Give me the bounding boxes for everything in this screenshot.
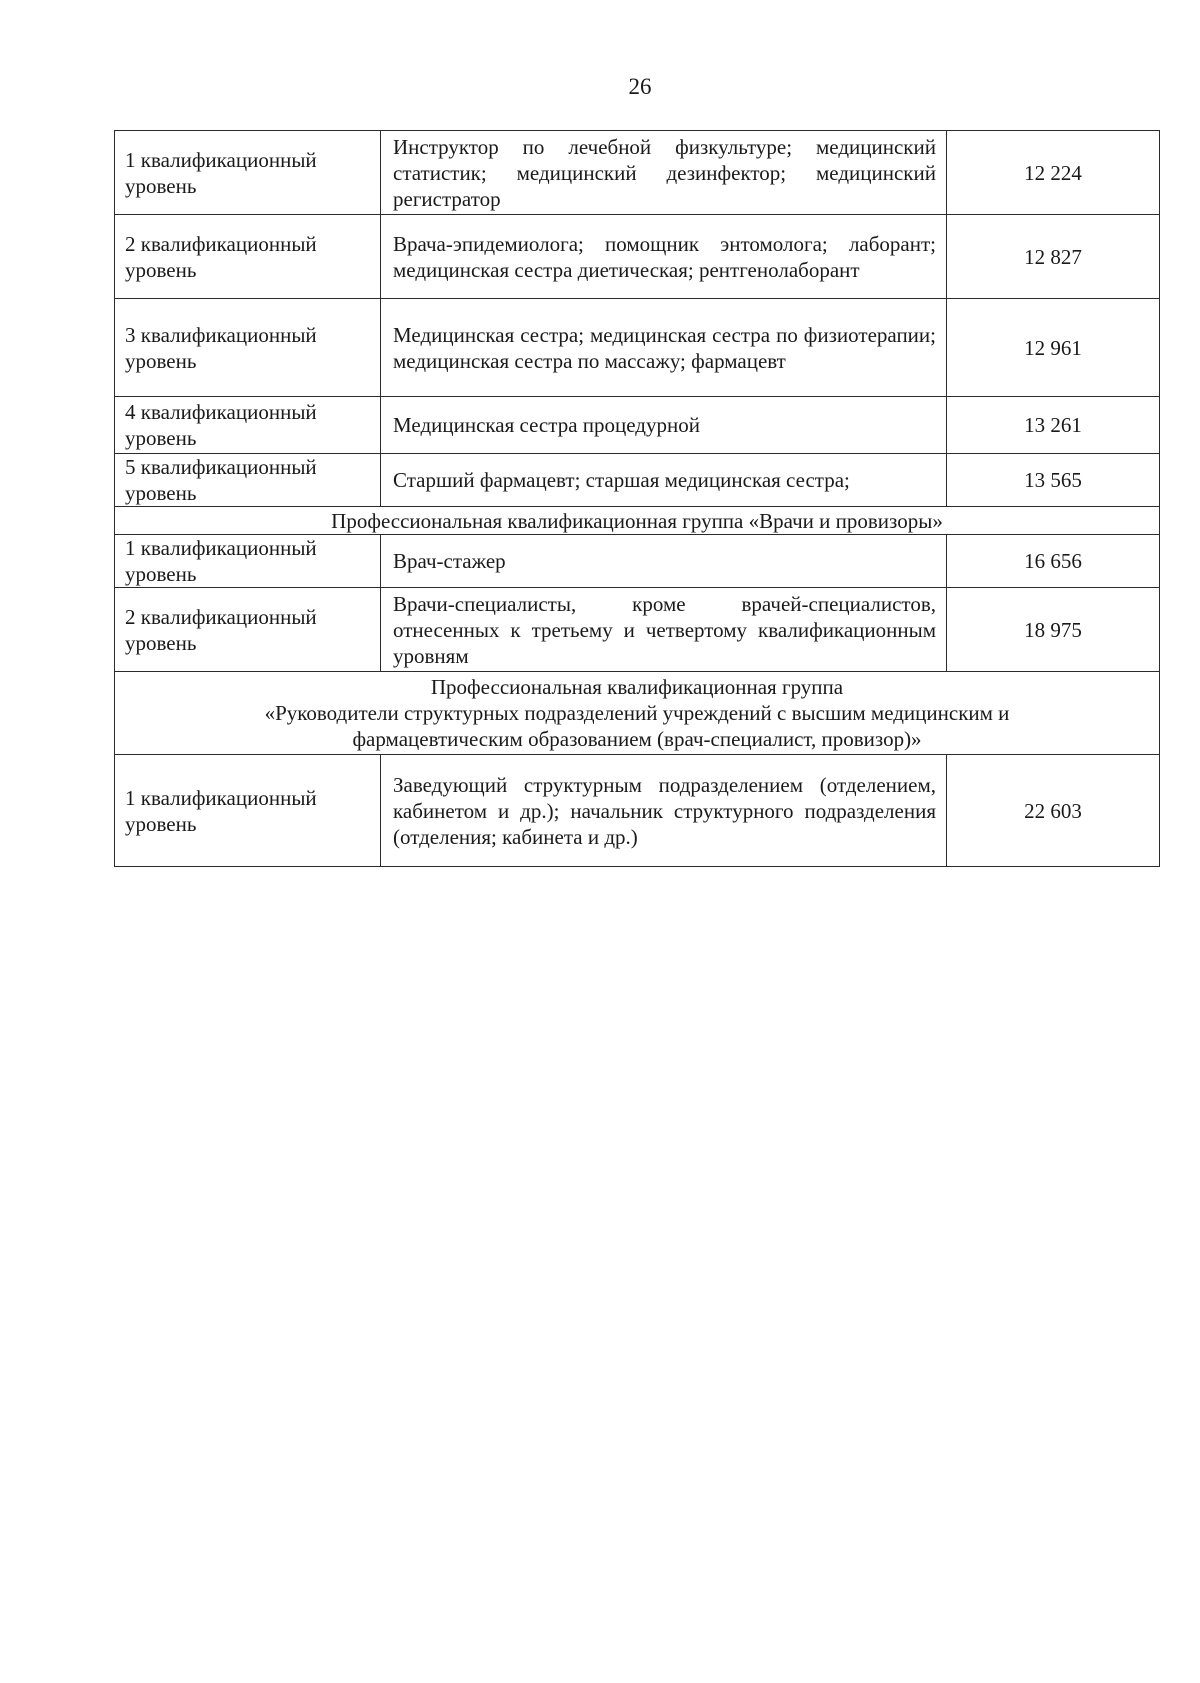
salary-amount-cell: 12 224	[947, 131, 1160, 215]
qualification-level-cell: 3 квалификационный уровень	[115, 299, 381, 397]
salary-amount-cell: 12 961	[947, 299, 1160, 397]
table-row	[115, 299, 1160, 397]
qualification-level-cell: 2 квалификационный уровень	[115, 588, 381, 672]
table-row	[115, 131, 1160, 215]
positions-cell: Врачи-специалисты, кроме врачей-специалистов, отнесенных к третьему и четвертому квалификационным уровням	[381, 588, 947, 672]
positions-cell: Старший фармацевт; старшая медицинская сестра;	[381, 454, 947, 507]
table-row	[115, 454, 1160, 507]
salary-amount-cell: 22 603	[947, 755, 1160, 867]
group-title-line: Профессиональная квалификационная группа «Врачи и провизоры»	[331, 508, 943, 533]
positions-cell: Медицинская сестра процедурной	[381, 397, 947, 454]
qualification-level-cell: 5 квалификационный уровень	[115, 454, 381, 507]
group-header-row	[115, 507, 1160, 535]
salary-amount-cell: 12 827	[947, 215, 1160, 299]
group-title	[115, 672, 1160, 755]
salary-amount-cell: 13 565	[947, 454, 1160, 507]
group-header-row	[115, 672, 1160, 755]
positions-cell: Заведующий структурным подразделением (отделением, кабинетом и др.); начальник структурного подразделения (отделения; кабинета и др.)	[381, 755, 947, 867]
salary-table	[114, 130, 1160, 867]
qualification-level-cell: 1 квалификационный уровень	[115, 535, 381, 588]
qualification-level-cell: 1 квалификационный уровень	[115, 131, 381, 215]
salary-amount-cell: 16 656	[947, 535, 1160, 588]
qualification-level-cell: 2 квалификационный уровень	[115, 215, 381, 299]
table-row	[115, 215, 1160, 299]
salary-amount-cell: 18 975	[947, 588, 1160, 672]
group-title-line: «Руководители структурных подразделений учреждений с высшим медицинским и	[264, 701, 1010, 725]
positions-cell: Инструктор по лечебной физкультуре; медицинский статистик; медицинский дезинфектор; медицинский регистратор	[381, 131, 947, 215]
table-row	[115, 535, 1160, 588]
positions-cell: Врач-стажер	[381, 535, 947, 588]
group-title-line: фармацевтическим образованием (врач-специалист, провизор)»	[352, 727, 922, 751]
qualification-level-cell: 1 квалификационный уровень	[115, 755, 381, 867]
salary-amount-cell: 13 261	[947, 397, 1160, 454]
table-row	[115, 588, 1160, 672]
page-number: 26	[628, 74, 652, 99]
positions-cell: Врача-эпидемиолога; помощник энтомолога; лаборант; медицинская сестра диетическая; рентгенолаборант	[381, 215, 947, 299]
qualification-level-cell: 4 квалификационный уровень	[115, 397, 381, 454]
table-row	[115, 397, 1160, 454]
group-title	[115, 507, 1160, 535]
group-title-line: Профессиональная квалификационная группа	[430, 675, 844, 699]
positions-cell: Медицинская сестра; медицинская сестра по физиотерапии; медицинская сестра по массажу; фармацевт	[381, 299, 947, 397]
table-row	[115, 755, 1160, 867]
